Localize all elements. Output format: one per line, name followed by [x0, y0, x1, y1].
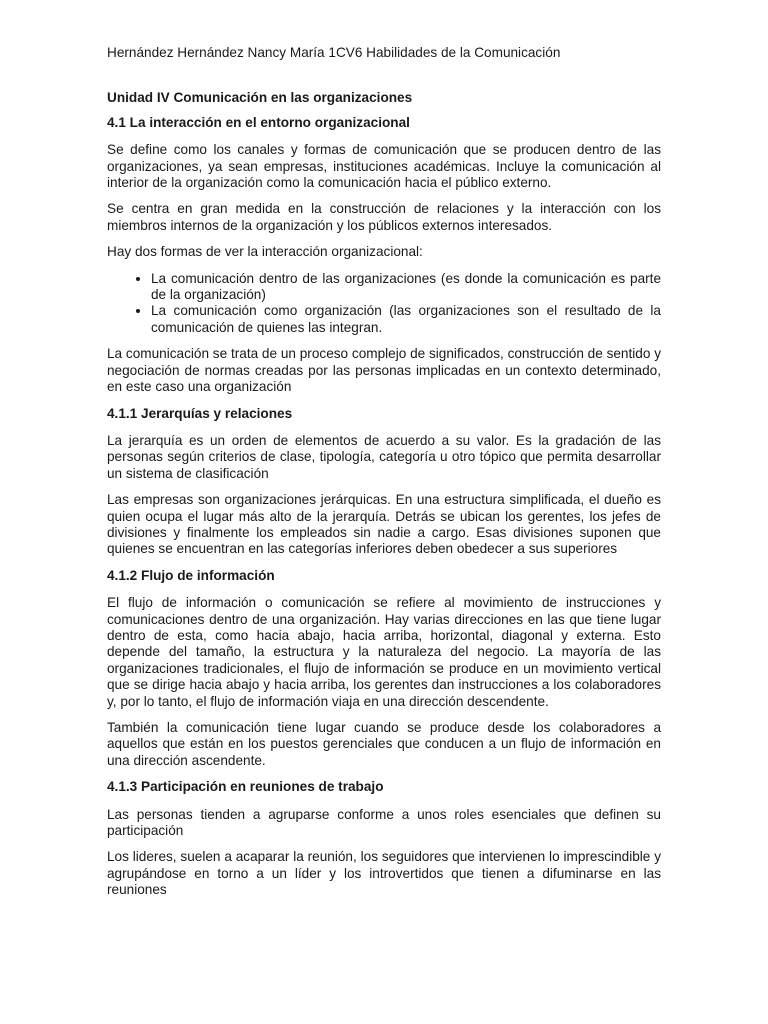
section-4-1-paragraph-2: Se centra en gran medida en la construcción de relaciones y la interacción con los miembros internos de la organización y los públicos externos interesados.: [107, 201, 661, 233]
section-4-1-title: 4.1 La interacción en el entorno organizacional: [107, 114, 410, 130]
bullet-item: • La comunicación dentro de las organizaciones (es donde la comunicación es parte de la organización): [151, 271, 661, 304]
section-4-1-1-paragraph-1: La jerarquía es un orden de elementos de acuerdo a su valor. Es la gradación de las personas según criterios de clase, tipología, categoría u otro tópico que permita desarrollar un sistema de clasificación: [107, 432, 661, 481]
document-page: [107, 45, 661, 909]
document-header: Hernández Hernández Nancy María 1CV6 Habilidades de la Comunicación: [107, 45, 561, 60]
section-4-1-2-paragraph-1: El flujo de información o comunicación se refiere al movimiento de instrucciones y comunicaciones dentro de una organización. Hay varias direcciones en las que tiene lugar dentro de esta, como hacia abajo, hacia arriba, horizontal, diagonal y externa. Esto depende del tamaño, la estructura y la naturaleza del negocio. La mayoría de las organizaciones tradicionales, el flujo de información se produce en un movimiento vertical que se dirige hacia abajo y hacia arriba, los gerentes dan instrucciones a los colaboradores y, por lo tanto, el flujo de información viaja en una dirección descendente.: [107, 595, 661, 709]
section-4-1-bullet-list: [107, 271, 661, 337]
section-4-1-paragraph-3: Hay dos formas de ver la interacción organizacional:: [107, 244, 423, 260]
section-4-1-3-paragraph-1: Las personas tienden a agruparse conforme a unos roles esenciales que definen su participación: [107, 806, 661, 839]
bullet-item: • La comunicación como organización (las organizaciones son el resultado de la comunicación de quienes las integran.: [151, 303, 661, 336]
section-4-1-2-paragraph-2: También la comunicación tiene lugar cuando se produce desde los colaboradores a aquellos que están en los puestos gerenciales que conducen a un flujo de información en una dirección ascendente.: [107, 720, 661, 768]
section-4-1-1-paragraph-2: Las empresas son organizaciones jerárquicas. En una estructura simplificada, el dueño es quien ocupa el lugar más alto de la jerarquía. Detrás se ubican los gerentes, los jefes de divisiones y finalmente los empleados sin nadie a cargo. Esas divisiones suponen que quienes se encuentran en las categorías inferiores deben obedecer a sus superiores: [107, 492, 661, 557]
section-4-1-paragraph-1: Se define como los canales y formas de comunicación que se producen dentro de las organizaciones, ya sean empresas, instituciones académicas. Incluye la comunicación al interior de la organización como la comunicación hacia el público externo.: [107, 142, 661, 191]
section-4-1-3-paragraph-2: Los lideres, suelen a acaparar la reunión, los seguidores que intervienen lo imprescindible y agrupándose en torno a un líder y los introvertidos que tienen a difuminarse en las reuniones: [107, 849, 661, 898]
section-4-1-2-title: 4.1.2 Flujo de información: [107, 567, 275, 583]
unit-title: Unidad IV Comunicación en las organizaciones: [107, 90, 413, 106]
section-4-1-3-title: 4.1.3 Participación en reuniones de trabajo: [107, 779, 384, 795]
section-4-1-1-title: 4.1.1 Jerarquías y relaciones: [107, 405, 293, 421]
section-4-1-paragraph-4: La comunicación se trata de un proceso complejo de significados, construcción de sentido y negociación de normas creadas por las personas implicadas en un contexto determinado, en este caso una organización: [107, 346, 661, 395]
